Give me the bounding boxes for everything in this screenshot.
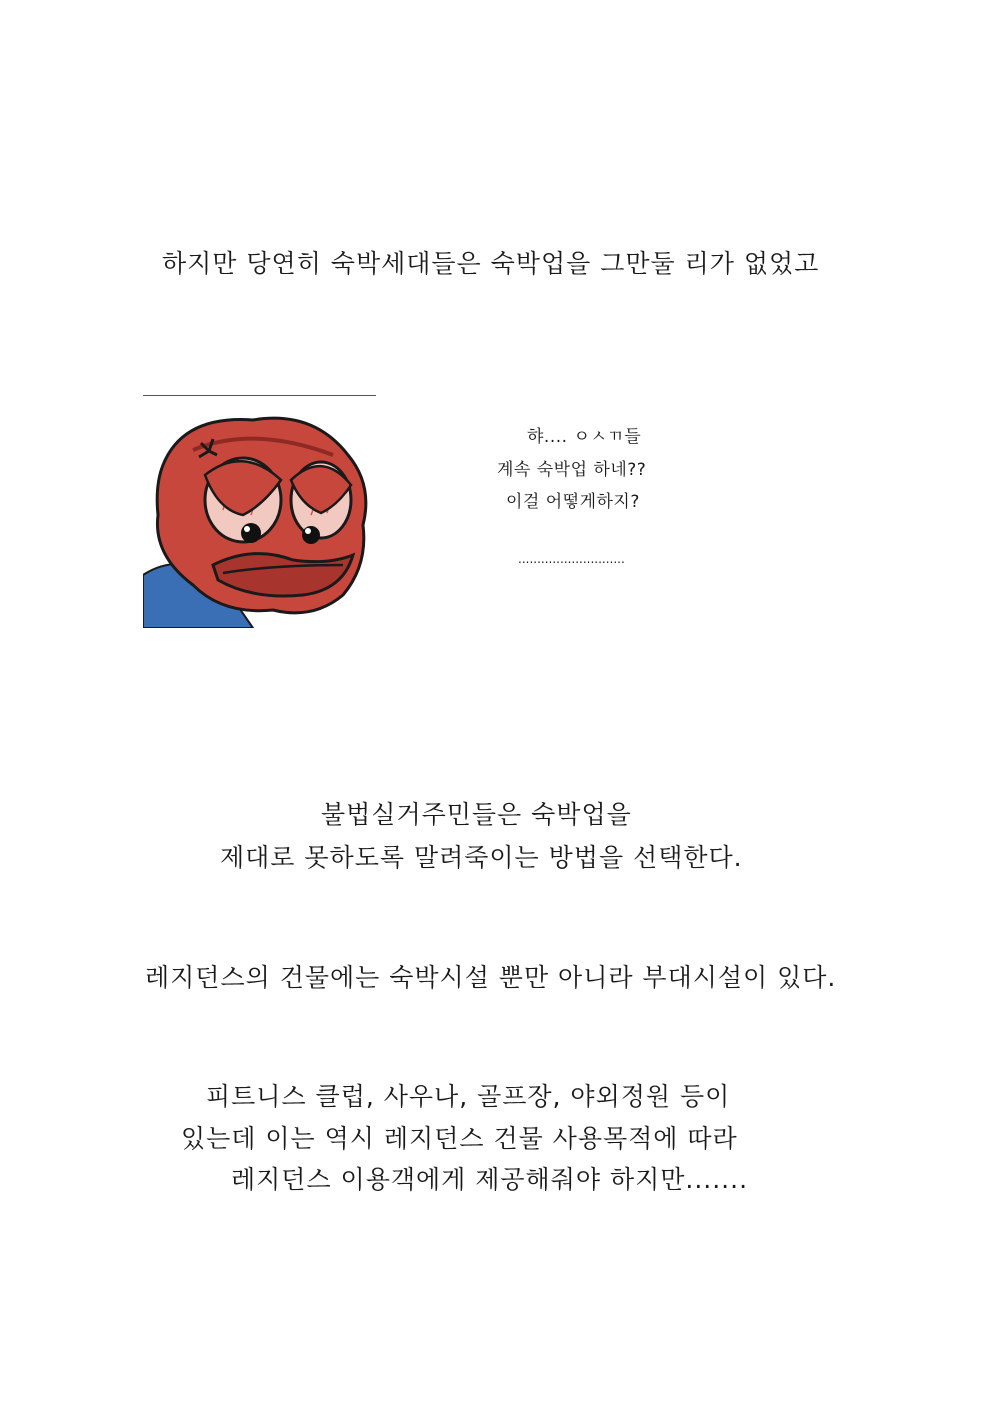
speech-line-1: 햐.... ㅇㅅㄲ들 [527, 427, 642, 447]
divider [143, 395, 376, 396]
angry-frog-meme-icon [143, 405, 378, 628]
intro-line-1: 하지만 당연히 숙박세대들은 숙박업을 그만둘 리가 없었고 [162, 249, 820, 278]
paragraph-2-line-1: 불법실거주민들은 숙박업을 [321, 800, 632, 829]
paragraph-4-line-2: 있는데 이는 역시 레지던스 건물 사용목적에 따라 [181, 1124, 738, 1153]
speech-line-2: 계속 숙박업 하네?? [497, 460, 647, 480]
paragraph-3-line-1: 레지던스의 건물에는 숙박시설 뿐만 아니라 부대시설이 있다. [145, 963, 837, 992]
paragraph-2-line-2: 제대로 못하도록 말려죽이는 방법을 선택한다. [220, 843, 743, 872]
paragraph-4-line-3: 레지던스 이용객에게 제공해줘야 하지만....... [231, 1165, 749, 1194]
speech-line-4: ............................ [518, 552, 625, 566]
speech-line-3: 이걸 어떻게하지? [506, 492, 640, 512]
paragraph-4-line-1: 피트니스 클럽, 사우나, 골프장, 야외정원 등이 [206, 1082, 731, 1111]
